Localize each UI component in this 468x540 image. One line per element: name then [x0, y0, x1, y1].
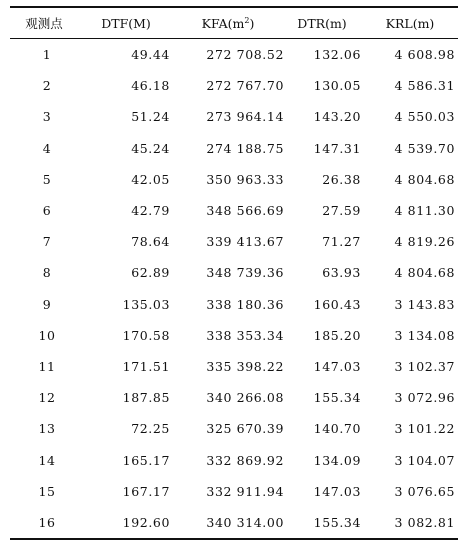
header-kfa-sup: 2 — [244, 15, 250, 25]
cell-dtf: 78.64 — [131, 234, 170, 250]
cell-kfa: 348 739.36 — [206, 265, 284, 281]
cell-point: 10 — [38, 327, 56, 343]
cell-point: 15 — [38, 483, 56, 499]
cell-dtf: 192.60 — [122, 514, 170, 530]
cell-dtr: 155.34 — [313, 514, 361, 530]
cell-dtf: 45.24 — [131, 140, 170, 156]
cell-dtr: 185.20 — [313, 327, 361, 343]
cell-krl: 4 804.68 — [394, 265, 455, 281]
table-row — [10, 257, 458, 288]
cell-dtr: 71.27 — [322, 234, 361, 250]
cell-dtr: 147.03 — [313, 483, 361, 499]
cell-kfa: 272 767.70 — [206, 78, 284, 94]
cell-kfa: 332 911.94 — [206, 483, 284, 499]
table-row — [10, 70, 458, 101]
header-kfa-close: ) — [249, 15, 255, 31]
cell-krl: 3 104.07 — [394, 452, 455, 468]
cell-krl: 4 819.26 — [394, 234, 455, 250]
cell-krl: 3 102.37 — [394, 358, 455, 374]
table-body — [10, 39, 458, 538]
cell-dtr: 155.34 — [313, 390, 361, 406]
cell-krl: 4 804.68 — [394, 171, 455, 187]
cell-dtr: 134.09 — [313, 452, 361, 468]
cell-point: 7 — [42, 234, 52, 250]
cell-kfa: 274 188.75 — [206, 140, 284, 156]
cell-dtf: 49.44 — [131, 47, 170, 63]
cell-dtr: 160.43 — [313, 296, 361, 312]
table-row — [10, 101, 458, 132]
cell-kfa: 338 353.34 — [206, 327, 284, 343]
table-row — [10, 382, 458, 413]
header-kfa-text: KFA(m — [201, 15, 245, 31]
cell-dtf: 171.51 — [122, 358, 170, 374]
cell-kfa: 325 670.39 — [206, 421, 284, 437]
cell-point: 11 — [38, 358, 56, 374]
cell-point: 14 — [38, 452, 56, 468]
table-row — [10, 351, 458, 382]
cell-dtf: 187.85 — [122, 390, 170, 406]
cell-point: 16 — [38, 514, 56, 530]
cell-dtr: 143.20 — [313, 109, 361, 125]
cell-kfa: 338 180.36 — [206, 296, 284, 312]
table-row — [10, 289, 458, 320]
cell-krl: 4 811.30 — [394, 203, 455, 219]
cell-point: 6 — [42, 203, 52, 219]
cell-point: 2 — [42, 78, 52, 94]
cell-dtf: 42.05 — [131, 171, 170, 187]
cell-krl: 4 586.31 — [394, 78, 455, 94]
table-row — [10, 320, 458, 351]
table-row — [10, 444, 458, 475]
cell-kfa: 332 869.92 — [206, 452, 284, 468]
header-dtr: DTR(m) — [297, 15, 347, 31]
cell-kfa: 335 398.22 — [206, 358, 284, 374]
cell-krl: 3 134.08 — [394, 327, 455, 343]
cell-dtf: 135.03 — [122, 296, 170, 312]
cell-dtf: 42.79 — [131, 203, 170, 219]
cell-kfa: 273 964.14 — [206, 109, 284, 125]
cell-dtr: 27.59 — [322, 203, 361, 219]
cell-dtr: 26.38 — [322, 171, 361, 187]
cell-kfa: 340 266.08 — [206, 390, 284, 406]
cell-dtf: 62.89 — [131, 265, 170, 281]
table-row — [10, 39, 458, 70]
table-row — [10, 413, 458, 444]
cell-point: 1 — [42, 47, 52, 63]
cell-dtf: 46.18 — [131, 78, 170, 94]
cell-dtf: 51.24 — [131, 109, 170, 125]
cell-dtr: 130.05 — [313, 78, 361, 94]
cell-dtr: 63.93 — [322, 265, 361, 281]
cell-point: 4 — [42, 140, 52, 156]
cell-kfa: 339 413.67 — [206, 234, 284, 250]
cell-dtf: 72.25 — [131, 421, 170, 437]
header-point: 观测点 — [25, 16, 63, 31]
cell-krl: 3 076.65 — [394, 483, 455, 499]
cell-dtr: 147.31 — [313, 140, 361, 156]
cell-point: 13 — [38, 421, 56, 437]
cell-dtr: 132.06 — [313, 47, 361, 63]
cell-kfa: 350 963.33 — [206, 171, 284, 187]
data-table — [10, 6, 458, 540]
table-row — [10, 226, 458, 257]
cell-point: 5 — [42, 171, 52, 187]
header-krl: KRL(m) — [385, 15, 435, 31]
cell-krl: 4 539.70 — [394, 140, 455, 156]
table-row — [10, 476, 458, 507]
table-row — [10, 195, 458, 226]
cell-dtf: 167.17 — [122, 483, 170, 499]
cell-dtr: 147.03 — [313, 358, 361, 374]
table-row — [10, 507, 458, 538]
cell-kfa: 272 708.52 — [206, 47, 284, 63]
cell-point: 9 — [42, 296, 52, 312]
cell-kfa: 348 566.69 — [206, 203, 284, 219]
cell-krl: 3 101.22 — [394, 421, 455, 437]
cell-point: 8 — [42, 265, 52, 281]
header-dtf: DTF(M) — [101, 15, 151, 31]
table-row — [10, 133, 458, 164]
table-row — [10, 164, 458, 195]
cell-dtr: 140.70 — [313, 421, 361, 437]
cell-point: 12 — [38, 390, 56, 406]
cell-krl: 4 550.03 — [394, 109, 455, 125]
cell-krl: 4 608.98 — [394, 47, 455, 63]
table-header-row — [10, 8, 458, 38]
cell-krl: 3 072.96 — [394, 390, 455, 406]
cell-krl: 3 143.83 — [394, 296, 455, 312]
cell-dtf: 170.58 — [122, 327, 170, 343]
cell-krl: 3 082.81 — [394, 514, 455, 530]
cell-dtf: 165.17 — [122, 452, 170, 468]
cell-kfa: 340 314.00 — [206, 514, 284, 530]
cell-point: 3 — [42, 109, 52, 125]
header-kfa — [174, 16, 282, 31]
